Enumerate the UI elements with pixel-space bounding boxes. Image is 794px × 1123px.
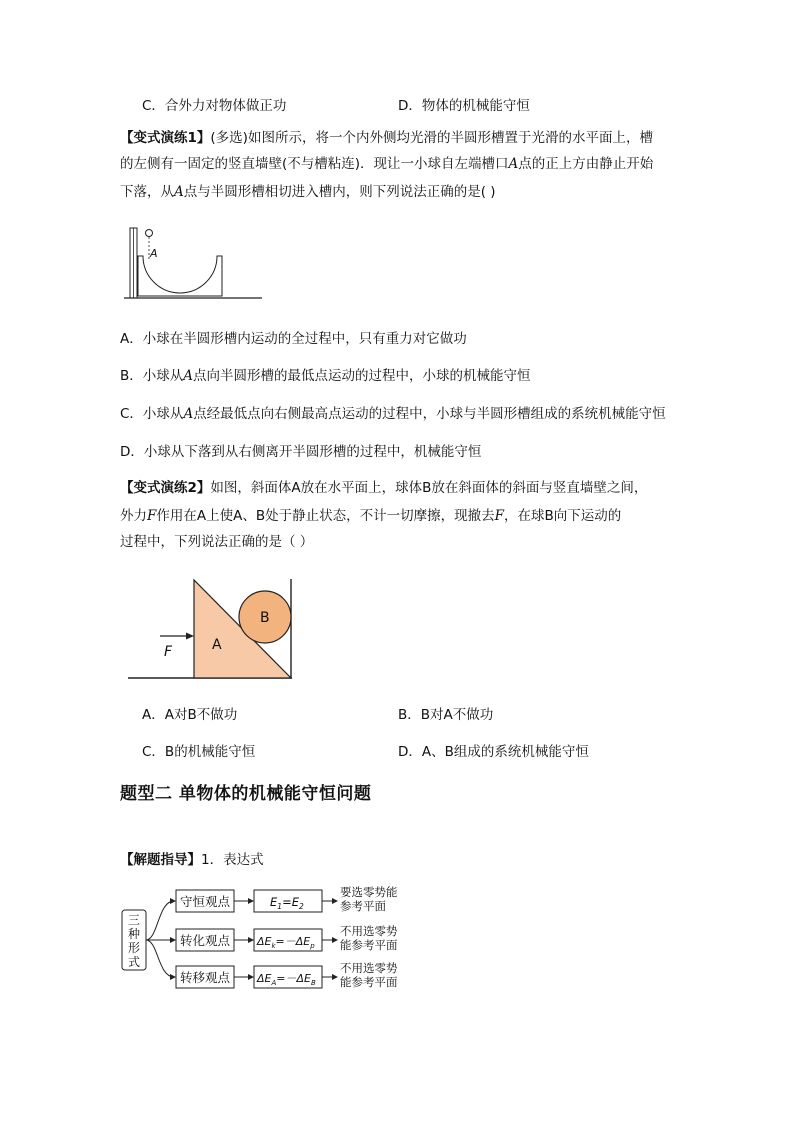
arrow-head-icon — [170, 937, 176, 943]
exercise1-tag: 【变式演练1】 — [120, 130, 211, 146]
exercise2-option-b: B．B对A不做功 — [398, 707, 494, 723]
prev-option-c: C．合外力对物体做正功 — [142, 98, 287, 114]
arrow-head-icon — [248, 898, 254, 904]
exercise2-line3: 过程中，下列说法正确的是（ ） — [120, 534, 314, 550]
exercise2-line2: 外力F作用在A上使A、B处于静止状态，不计一切摩擦，现撤去F，在球B向下运动的 — [120, 508, 622, 524]
bracket-char-4: 式 — [128, 955, 141, 969]
note-1b: 参考平面 — [340, 899, 386, 913]
note-2a: 不用选零势 — [340, 924, 398, 938]
exercise1-option-d: D．小球从下落到从右侧离开半圆形槽的过程中，机械能守恒 — [120, 444, 482, 460]
exercise2-tag: 【变式演练2】 — [120, 480, 211, 496]
view-label-transformation: 转化观点 — [180, 933, 231, 948]
ball — [146, 230, 153, 237]
exercise1-line1: 【变式演练1】(多选)如图所示，将一个内外侧均光滑的半圆形槽置于光滑的水平面上，槽 — [120, 130, 653, 146]
view-label-transfer: 转移观点 — [180, 970, 231, 985]
arrow-head-icon — [170, 974, 176, 980]
three-forms-diagram — [118, 880, 418, 998]
arrow-head-icon — [332, 937, 338, 943]
exercise1-line2: 的左侧有一固定的竖直墙壁(不与槽粘连)．现让一小球自左端槽口A点的正上方由静止开始 — [120, 156, 654, 172]
arrow-head-icon — [248, 937, 254, 943]
note-3b: 能参考平面 — [340, 975, 398, 989]
formula-3: $\Delta E_A=-\Delta E_B$ — [257, 972, 316, 987]
formula-1: $E_1=E_2$ — [270, 895, 304, 911]
exercise1-line3: 下落，从A点与半圆形槽相切进入槽内，则下列说法正确的是( ) — [120, 184, 496, 200]
exercise1-option-b: B．小球从A点向半圆形槽的最低点运动的过程中，小球的机械能守恒 — [120, 368, 531, 384]
formula-2: $\Delta E_k=-\Delta E_p$ — [257, 935, 315, 950]
exercise1-option-a: A．小球在半圆形槽内运动的全过程中，只有重力对它做功 — [120, 331, 467, 347]
point-a-label: A — [150, 247, 158, 260]
exercise1-option-c: C．小球从A点经最低点向右侧最高点运动的过程中，小球与半圆形槽组成的系统机械能守恒 — [120, 406, 666, 422]
groove-figure — [124, 222, 264, 304]
exercise2-option-d: D．A、B组成的系统机械能守恒 — [398, 744, 589, 760]
label-b: B — [260, 610, 270, 626]
label-a: A — [212, 637, 222, 653]
connector-1 — [146, 901, 174, 940]
note-2b: 能参考平面 — [340, 938, 398, 952]
arrow-head-icon — [332, 974, 338, 980]
semicircular-groove — [138, 256, 222, 296]
arrow-head-icon — [186, 633, 194, 640]
incline-figure — [126, 576, 298, 682]
exercise2-line1: 【变式演练2】如图，斜面体A放在水平面上，球体B放在斜面体的斜面与竖直墙壁之间， — [120, 480, 648, 496]
prev-option-d: D．物体的机械能守恒 — [398, 98, 530, 114]
label-f: F — [164, 644, 173, 660]
arrow-head-icon — [332, 898, 338, 904]
note-3a: 不用选零势 — [340, 961, 398, 975]
exercise2-option-c: C．B的机械能守恒 — [142, 744, 256, 760]
exercise2-option-a: A．A对B不做功 — [142, 707, 238, 723]
bracket-char-3: 形 — [128, 941, 141, 955]
guide-title: 【解题指导】1．表达式 — [120, 852, 264, 868]
note-1a: 要选零势能 — [340, 885, 398, 899]
connector-3 — [146, 940, 174, 977]
section-heading: 题型二 单物体的机械能守恒问题 — [120, 784, 372, 804]
arrow-head-icon — [170, 898, 176, 904]
bracket-char-2: 种 — [128, 927, 141, 941]
view-label-conservation: 守恒观点 — [180, 894, 231, 909]
bracket-char-1: 三 — [128, 913, 141, 927]
guide-tag: 【解题指导】 — [120, 852, 201, 868]
arrow-head-icon — [248, 974, 254, 980]
